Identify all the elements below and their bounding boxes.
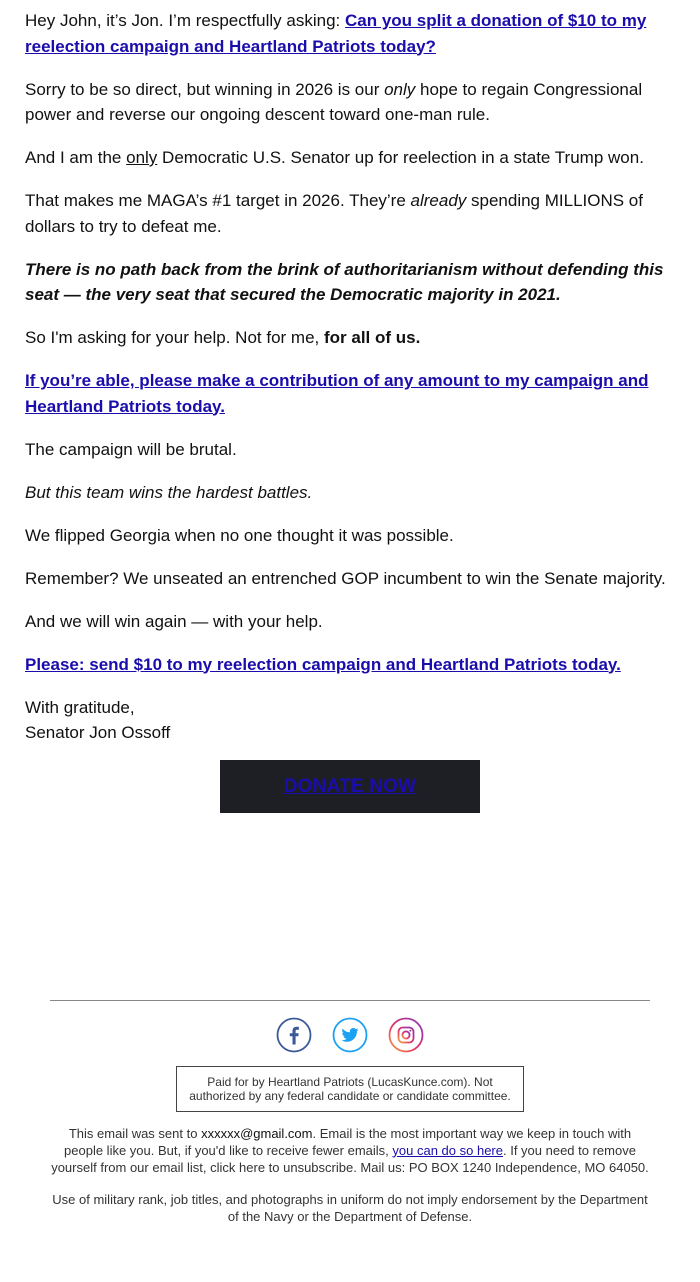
donate-link-any-amount[interactable]: If you’re able, please make a contribution of any amount to my campaign and Heartland Patriots today. <box>25 371 649 416</box>
fewer-emails-link[interactable]: you can do so here <box>392 1142 503 1158</box>
paragraph-only-text-a: And I am the <box>25 148 127 167</box>
donate-link-split[interactable]: Can you split a donation of $10 to my reelection campaign and Heartland Patriots today? <box>25 11 647 56</box>
paragraph-send-link <box>25 652 675 678</box>
paragraph-only-senator <box>25 145 675 171</box>
paragraph-only-text-b: Democratic U.S. Senator up for reelection in a state Trump won. <box>157 148 644 167</box>
signoff: With gratitude, <box>25 697 135 717</box>
paid-for-disclaimer: Paid for by Heartland Patriots (LucasKunce.com). Not authorized by any federal candidate or candidate committee. <box>176 1066 524 1112</box>
instagram-icon[interactable] <box>388 1017 424 1053</box>
paragraph-georgia: We flipped Georgia when no one thought it was possible. <box>25 525 454 545</box>
paragraph-authoritarianism-text: There is no path back from the brink of authoritarianism without defending this seat — the very seat that secured the Democratic majority in 2021. <box>25 259 664 304</box>
military-disclaimer: Use of military rank, job titles, and photographs in uniform do not imply endorsement by the Department of the Navy or the Department of Defense. <box>52 1192 648 1225</box>
email-footer <box>0 1000 700 1226</box>
social-links <box>0 1017 700 1053</box>
footer-divider <box>50 1000 650 1001</box>
greeting-text: Hey John, it’s Jon. I’m respectfully asking: <box>25 11 345 30</box>
paragraph-only-underline: only <box>126 148 158 167</box>
paragraph-win-again: And we will win again — with your help. <box>25 611 323 631</box>
email-info-text <box>50 1126 650 1176</box>
sent-to-prefix: This email was sent to <box>68 1126 202 1141</box>
paragraph-authoritarianism <box>25 257 675 308</box>
recipient-email: xxxxxx@gmail.com <box>201 1126 313 1141</box>
paragraph-ask-bold: for all of us. <box>323 328 421 347</box>
paragraph-contribute-link <box>25 368 675 419</box>
donate-button-wrap <box>25 760 675 813</box>
signature-name: Senator Jon Ossoff <box>25 723 171 742</box>
paragraph-2026-text-b: hope to regain Congressional power and reverse our ongoing descent toward one-man rule. <box>25 79 643 124</box>
unsubscribe-text[interactable]: . If you need to remove yourself from our email list, click here to unsubscribe. Mail us: PO BOX 1240 Independence, MO 64050. <box>51 1142 649 1175</box>
facebook-icon[interactable] <box>276 1017 312 1053</box>
paragraph-maga-target <box>25 188 675 239</box>
donate-now-button[interactable]: DONATE NOW <box>220 760 480 813</box>
paragraph-2026-emphasis: only <box>384 79 416 99</box>
paragraph-2026-text-a: Sorry to be so direct, but winning in 2026 is our <box>25 79 385 99</box>
paragraph-maga-text-b: spending MILLIONS of dollars to try to defeat me. <box>25 191 643 236</box>
paragraph-maga-emphasis: already <box>410 191 467 210</box>
donate-link-send-10[interactable]: Please: send $10 to my reelection campaign and Heartland Patriots today. <box>25 654 621 674</box>
sent-to-mid: . Email is the most important way we keep in touch with people like you. But, if you'd like to receive fewer emails, <box>64 1126 632 1158</box>
greeting-paragraph <box>25 8 675 59</box>
paragraph-hardest-battles <box>25 480 675 506</box>
paragraph-brutal: The campaign will be brutal. <box>25 439 237 459</box>
paragraph-remember: Remember? We unseated an entrenched GOP incumbent to win the Senate majority. <box>25 568 666 588</box>
signature-block <box>25 695 675 746</box>
paragraph-2026 <box>25 77 675 128</box>
paragraph-maga-text-a: That makes me MAGA’s #1 target in 2026. They’re <box>25 191 411 210</box>
paragraph-hardest-battles-text: But this team wins the hardest battles. <box>25 482 313 502</box>
paragraph-ask-help <box>25 325 675 351</box>
twitter-icon[interactable] <box>332 1017 368 1053</box>
paragraph-ask-text: So I'm asking for your help. Not for me, <box>25 328 324 347</box>
